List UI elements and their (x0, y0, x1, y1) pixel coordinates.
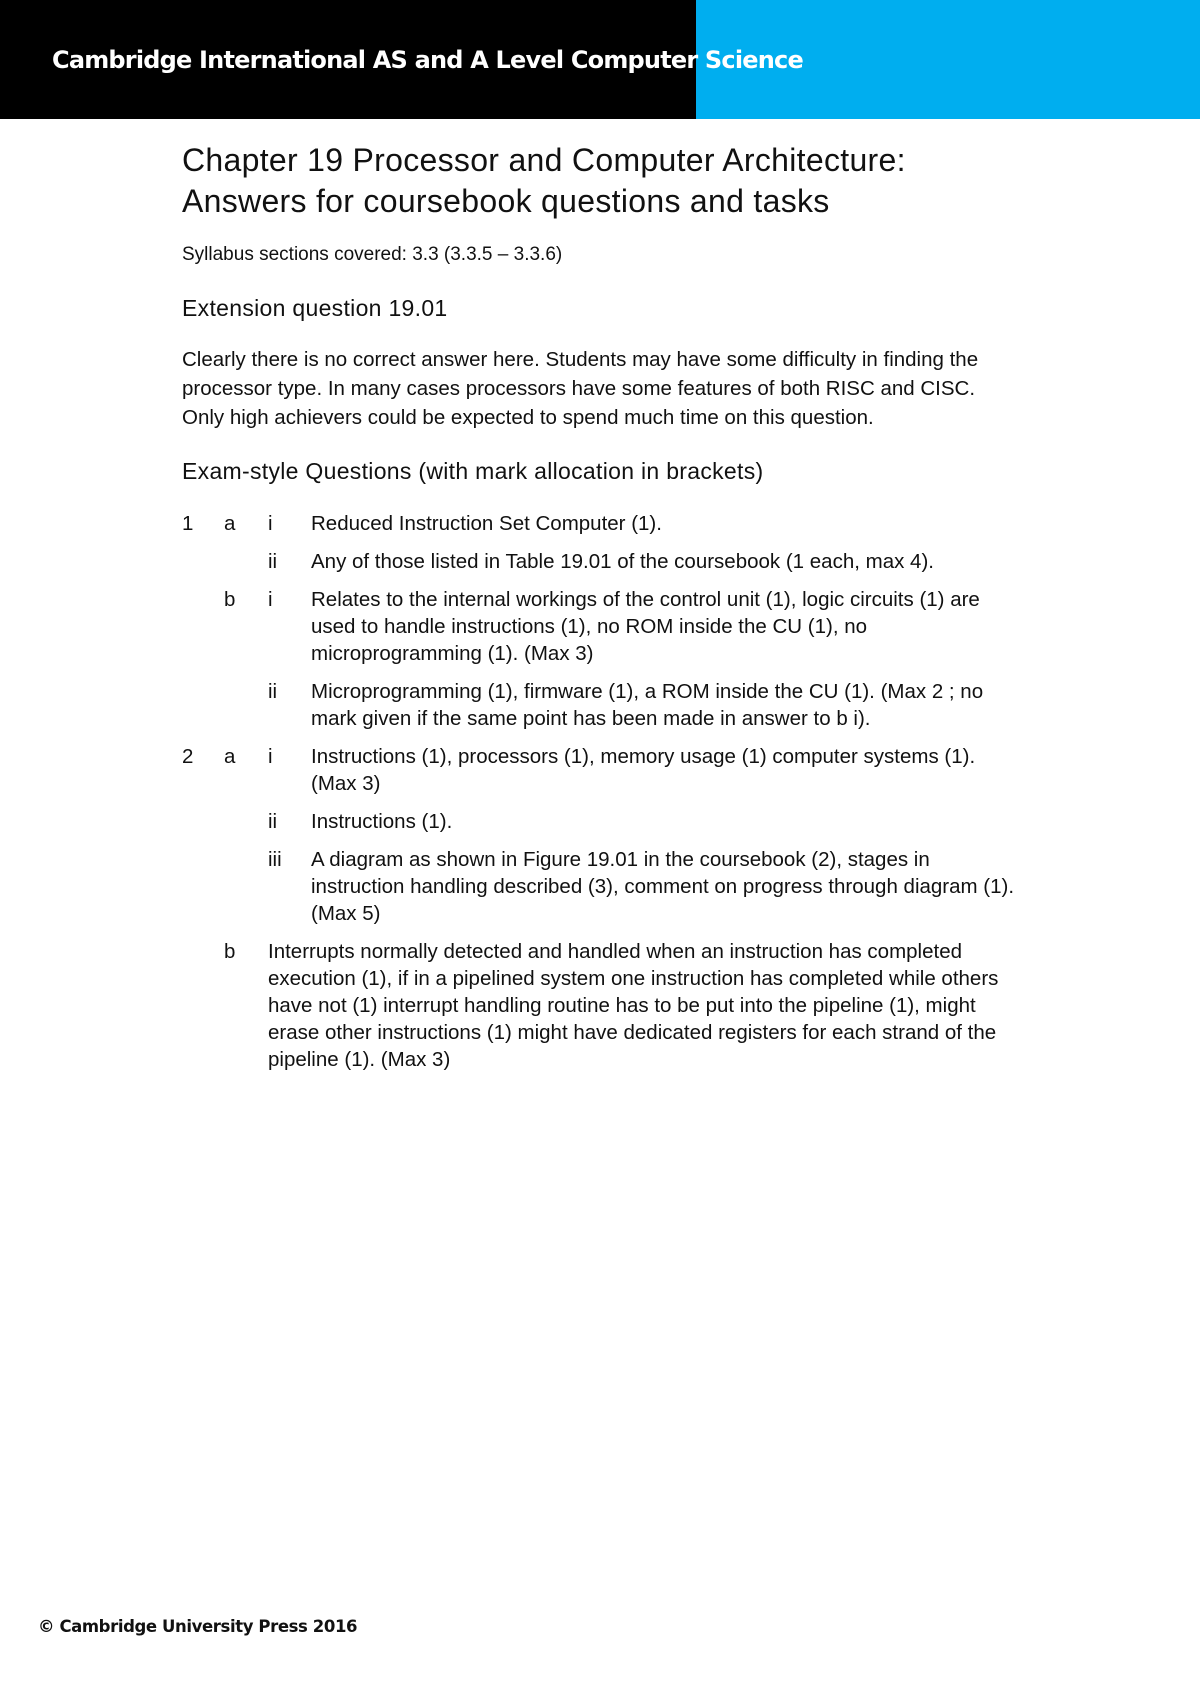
extension-heading: Extension question 19.01 (182, 295, 448, 321)
question-subpart: ii (268, 810, 278, 833)
question-row (182, 808, 1022, 835)
header-title: Cambridge International AS and A Level Computer Science (52, 46, 803, 74)
question-subpart: i (268, 588, 273, 611)
answer-text: Instructions (1), processors (1), memory usage (1) computer systems (1). (Max 3) (311, 745, 976, 795)
document-body (182, 140, 1022, 1084)
page-title (182, 140, 1022, 222)
question-subpart: i (268, 512, 273, 535)
syllabus-line: Syllabus sections covered: 3.3 (3.3.5 – 3.3.6) (182, 244, 563, 265)
question-row (182, 743, 1022, 797)
answer-text: Instructions (1). (311, 810, 453, 833)
question-subpart: ii (268, 680, 278, 703)
question-row (182, 548, 1022, 575)
question-row (182, 586, 1022, 667)
answer-text: Any of those listed in Table 19.01 of the coursebook (1 each, max 4). (311, 550, 934, 573)
question-row (182, 510, 1022, 537)
question-number: 2 (182, 745, 194, 768)
question-row (182, 678, 1022, 732)
extension-answer: Clearly there is no correct answer here. Students may have some difficulty in finding the processor type. In many cases processors have some features of both RISC and CISC. Only high achievers could be expected to spend much time on this question. (182, 348, 979, 429)
question-row (182, 938, 1022, 1073)
question-row (182, 846, 1022, 927)
question-subpart: iii (268, 848, 282, 871)
question-part: a (224, 512, 236, 535)
header-bar (0, 0, 1200, 119)
answer-text: A diagram as shown in Figure 19.01 in the coursebook (2), stages in instruction handling described (3), comment on progress through diagram (1). (Max 5) (311, 848, 1015, 925)
question-part: b (224, 588, 236, 611)
title-line-2: Answers for coursebook questions and tasks (182, 183, 830, 219)
question-number: 1 (182, 512, 194, 535)
answer-text: Microprogramming (1), firmware (1), a ROM inside the CU (1). (Max 2 ; no mark given if the same point has been made in answer to b i). (311, 680, 984, 730)
question-list (182, 510, 1022, 1073)
title-line-1: Chapter 19 Processor and Computer Architecture: (182, 142, 906, 178)
question-subpart: ii (268, 550, 278, 573)
answer-text: Interrupts normally detected and handled when an instruction has completed execution (1), if in a pipelined system one instruction has completed while others have not (1) interrupt handling routine has to be put into the pipeline (1), might erase other instructions (1) might have dedicated registers for each strand of the pipeline (1). (Max 3) (268, 940, 999, 1071)
exam-heading: Exam-style Questions (with mark allocation in brackets) (182, 458, 764, 484)
question-part: a (224, 745, 236, 768)
question-subpart: i (268, 745, 273, 768)
copyright-footer: © Cambridge University Press 2016 (38, 1617, 358, 1636)
question-part: b (224, 940, 236, 963)
answer-text: Relates to the internal workings of the control unit (1), logic circuits (1) are used to handle instructions (1), no ROM inside the CU (1), no microprogramming (1). (Max 3) (311, 588, 980, 665)
answer-text: Reduced Instruction Set Computer (1). (311, 512, 662, 535)
